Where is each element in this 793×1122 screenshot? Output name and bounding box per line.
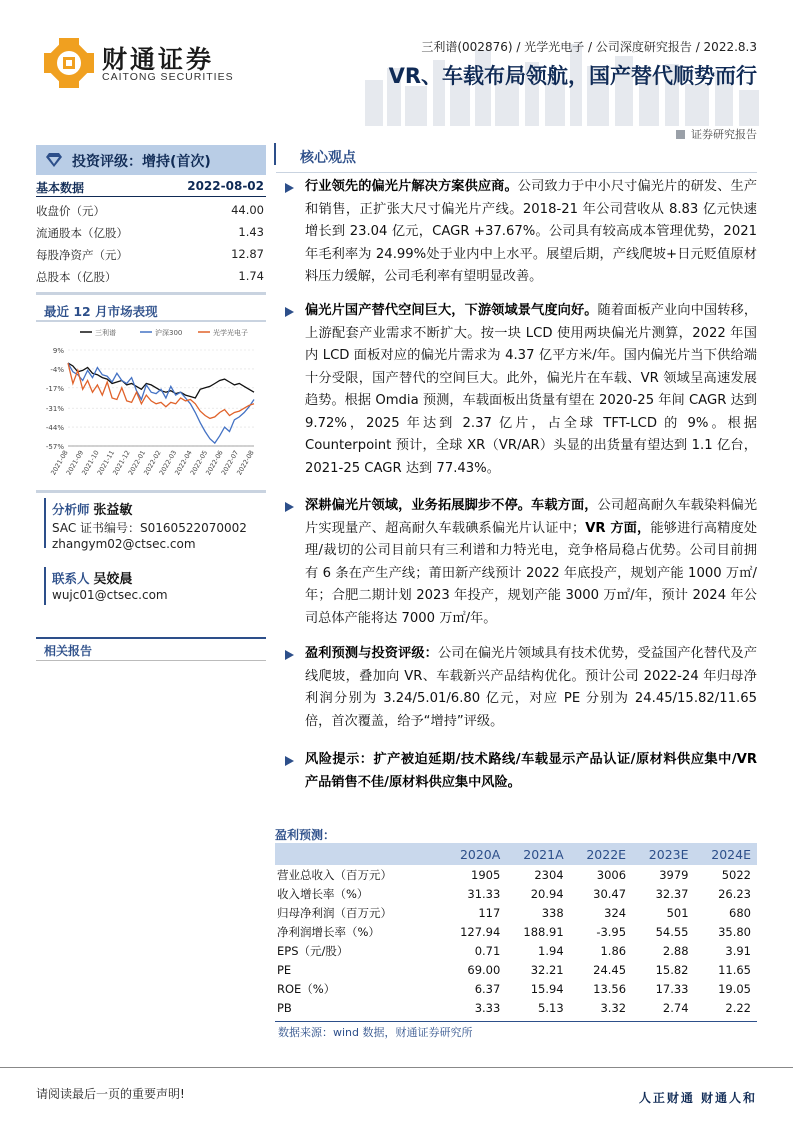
- basic-data-date: 2022-08-02: [187, 179, 264, 193]
- forecast-row: [275, 865, 757, 884]
- x-tick-label: 2021-08: [49, 449, 70, 477]
- contact-name: 吴姣晨: [93, 572, 133, 587]
- forecast-cell: 338: [541, 905, 564, 920]
- forecast-cell: 54.55: [655, 924, 689, 939]
- logo-text-en: CAITONG SECURITIES: [102, 71, 234, 83]
- forecast-cell: 30.47: [593, 886, 627, 901]
- core-accent: [274, 143, 276, 165]
- forecast-cell: 17.33: [655, 981, 689, 996]
- analyst-sac: SAC 证书编号：S0160522070002: [52, 521, 247, 535]
- core-point-2-body: 随着面板产业向中国转移，上游配套产业需求不断扩大。按一块 LCD 使用两块偏光片测算，2022 年国内 LCD 面板对应的偏光片需求为 4.37 亿平方米/年。国内偏光片当下供给端十分受限，国产替代的空间巨大。此外，偏光片在车载、VR 领域呈高速发展趋势。根据 Omdia 预测，车载面板出货量有望在 2020-25 年间 CAGR 达到 9.72%，2025 年达到 2.37 亿片，占全球 TFT-LCD 的 9%。根据 Counterpoint 预计，全球 XR（VR/AR）头显的出货量有望达到 1.1 亿台，2021-25 CAGR 达到 77.43%。: [305, 303, 758, 476]
- basic-data-header: [36, 179, 266, 196]
- forecast-row-label: EPS（元/股）: [277, 943, 349, 958]
- x-tick-label: 2022-05: [188, 449, 210, 477]
- x-tick-label: 2022-06: [204, 449, 225, 477]
- forecast-cell: 11.65: [718, 962, 751, 977]
- diamond-icon: [46, 153, 62, 167]
- caitong-logo-icon: [44, 38, 94, 88]
- forecast-row: [275, 922, 757, 941]
- contact-accent: [44, 567, 46, 605]
- forecast-col-header: 2020A: [443, 843, 506, 865]
- y-tick-label: -4%: [50, 365, 64, 374]
- forecast-row-label: 净利润增长率（%）: [277, 924, 380, 939]
- forecast-cell: 3.33: [474, 1000, 501, 1015]
- divider: [36, 196, 266, 197]
- forecast-cell: 5022: [721, 867, 751, 882]
- x-tick-label: 2021-12: [111, 449, 132, 477]
- x-tick-label: 2021-09: [64, 449, 86, 477]
- y-tick-label: -44%: [45, 424, 64, 433]
- core-point-5: [305, 749, 757, 794]
- basic-value: 12.87: [231, 247, 264, 261]
- forecast-col-header: 2022E: [570, 843, 632, 865]
- legend-label: 沪深300: [155, 329, 183, 337]
- forecast-cell: 324: [604, 905, 627, 920]
- x-tick-label: 2022-02: [142, 449, 163, 477]
- core-point-3-lead: 深耕偏光片领域，业务拓展脚步不停。车载方面，: [305, 498, 598, 513]
- contact-row: [52, 568, 132, 587]
- market-performance-chart: [36, 326, 266, 491]
- forecast-cell: 188.91: [523, 924, 564, 939]
- basic-row: [36, 269, 266, 285]
- investment-rating: 投资评级：增持(首次): [72, 154, 211, 170]
- forecast-cell: 6.37: [474, 981, 501, 996]
- series-line-0: [68, 363, 254, 398]
- forecast-cell: 2304: [534, 867, 564, 882]
- basic-value: 1.74: [238, 269, 264, 283]
- forecast-cell: 680: [729, 905, 751, 920]
- logo-text-cn: 财通证券: [102, 45, 215, 74]
- y-tick-label: 9%: [52, 347, 64, 355]
- basic-value: 1.43: [238, 225, 264, 239]
- forecast-col-header: 2021A: [506, 843, 569, 865]
- basic-data-label: 基本数据: [36, 181, 85, 195]
- forecast-cell: 32.21: [530, 962, 564, 977]
- basic-row: [36, 203, 266, 219]
- forecast-row: [275, 979, 757, 998]
- forecast-row: [275, 903, 757, 922]
- core-point-2: [305, 300, 757, 480]
- analyst-accent: [44, 498, 46, 548]
- forecast-cell: 35.80: [718, 924, 751, 939]
- divider: [36, 660, 266, 661]
- forecast-row-label: 营业总收入（百万元）: [277, 867, 392, 882]
- forecast-row: [275, 941, 757, 960]
- basic-value: 44.00: [231, 203, 264, 217]
- forecast-cell: 2.74: [662, 1000, 689, 1015]
- forecast-cell: 13.56: [593, 981, 627, 996]
- legend-label: 光学光电子: [213, 329, 248, 337]
- bullet-arrow-icon: [285, 502, 294, 512]
- divider: [276, 172, 757, 173]
- forecast-cell: 3006: [596, 867, 627, 882]
- related-reports-title: 相关报告: [44, 644, 93, 658]
- forecast-cell: 2.88: [662, 943, 689, 958]
- forecast-cell: 3979: [659, 867, 689, 882]
- forecast-header-row: [275, 843, 757, 865]
- forecast-row-label: PE: [277, 962, 292, 977]
- footer-disclaimer: 请阅读最后一页的重要声明!: [36, 1087, 185, 1101]
- forecast-cell: 127.94: [460, 924, 501, 939]
- x-tick-label: 2022-07: [219, 449, 241, 477]
- forecast-cell: 32.37: [655, 886, 689, 901]
- forecast-cell: 15.82: [655, 962, 689, 977]
- forecast-row: [275, 884, 757, 903]
- analyst-name: 张益敏: [93, 503, 133, 518]
- forecast-cell: 31.33: [467, 886, 501, 901]
- data-source: 数据来源：wind 数据，财通证券研究所: [278, 1026, 473, 1039]
- y-tick-label: -57%: [45, 443, 64, 451]
- forecast-col-header: [275, 843, 443, 865]
- forecast-row-label: 收入增长率（%）: [277, 886, 369, 901]
- forecast-title: 盈利预测：: [275, 828, 336, 842]
- forecast-row-label: 归母净利润（百万元）: [277, 905, 392, 920]
- forecast-cell: 69.00: [467, 962, 501, 977]
- divider: [36, 320, 266, 322]
- risk-warning: 风险提示：扩产被迫延期/技术路线/车载显示产品认证/原材料供应集中/VR 产品销售不佳/原材料供应集中风险。: [305, 752, 757, 790]
- forecast-row-label: ROE（%）: [277, 981, 336, 996]
- bullet-arrow-icon: [285, 183, 294, 193]
- forecast-row: [275, 960, 757, 979]
- core-point-4-body: 公司在偏光片领域具有技术优势，受益国产化替代及产线爬坡，叠加向 VR、车载新兴产品结构优化。预计公司 2022-24 年归母净利润分别为 3.24/5.01/6.80 亿元，对应 PE 分别为 24.45/15.82/11.65 倍，首次覆盖，给予“增持”评级。: [305, 646, 758, 729]
- core-views-title: 核心观点: [300, 150, 356, 166]
- forecast-table: [275, 843, 757, 1017]
- footer-divider: [0, 1067, 793, 1068]
- forecast-cell: 15.94: [530, 981, 564, 996]
- divider: [36, 292, 266, 295]
- report-type: [676, 126, 757, 142]
- core-point-1: [305, 176, 757, 289]
- forecast-cell: 1905: [471, 867, 501, 882]
- legend-label: 三利谱: [95, 329, 116, 337]
- x-tick-label: 2022-01: [126, 449, 148, 477]
- analyst-label: 分析师: [52, 502, 90, 517]
- footer-slogan: 人正财通 财通人和: [638, 1091, 757, 1105]
- analyst-email[interactable]: zhangym02@ctsec.com: [52, 537, 196, 551]
- basic-key: 流通股本（亿股）: [36, 226, 128, 240]
- report-title: VR、车载布局领航，国产替代顺势而行: [388, 64, 757, 88]
- x-tick-label: 2022-08: [235, 449, 256, 477]
- x-tick-label: 2021-11: [95, 449, 117, 477]
- basic-key: 总股本（亿股）: [36, 270, 117, 284]
- bullet-arrow-icon: [285, 307, 294, 317]
- forecast-cell: 117: [478, 905, 501, 920]
- divider: [36, 637, 266, 639]
- forecast-cell: 1.94: [538, 943, 564, 958]
- core-point-1-lead: 行业领先的偏光片解决方案供应商。: [305, 179, 518, 194]
- forecast-cell: 2.22: [725, 1000, 751, 1015]
- contact-label: 联系人: [52, 571, 90, 586]
- core-point-1-body: 公司致力于中小尺寸偏光片的研发、生产和销售，正扩张大尺寸偏光片产线。2018-21 年公司营收从 8.83 亿元快速增长到 23.04 亿元，CAGR +37.67%。公司具有较高成本管理优势，2021 年毛利率为 24.99%处于业内中上水平。展望后期，产线爬坡+日元贬值原材料压力缓解，公司毛利率有望明显改善。: [305, 179, 758, 284]
- analyst-row: [52, 499, 132, 518]
- x-tick-label: 2021-10: [80, 449, 101, 477]
- forecast-cell: 26.23: [718, 886, 751, 901]
- bullet-arrow-icon: [285, 650, 294, 660]
- report-meta: 三利谱(002876) / 光学光电子 / 公司深度研究报告 / 2022.8.3: [421, 40, 757, 54]
- core-point-4-lead: 盈利预测与投资评级：: [305, 646, 438, 661]
- contact-email[interactable]: wujc01@ctsec.com: [52, 588, 168, 602]
- forecast-cell: 5.13: [538, 1000, 564, 1015]
- core-point-2-lead: 偏光片国产替代空间巨大，下游领域景气度向好。: [305, 303, 598, 318]
- forecast-cell: 19.05: [718, 981, 751, 996]
- forecast-col-header: 2023E: [632, 843, 694, 865]
- y-tick-label: -17%: [45, 384, 64, 393]
- forecast-cell: -3.95: [596, 924, 627, 939]
- x-tick-label: 2022-03: [157, 449, 179, 477]
- core-point-3-body-a: 公司超高耐久车载染料偏光片实现量产、超高耐久车载碘系偏光片认证中；: [305, 498, 758, 536]
- core-point-3-body-b: 能够进行高精度处理/裁切的公司目前只有三利谱和力特光电，竞争格局稳占优势。公司目前拥有 6 条在产生产线；莆田新产线预计 2022 年底投产，规划产能 1000 万㎡/年；合肥二期计划 2023 年投产，规划产能 3000 万㎡/年，预计 2024 年公司总体产能将达 7000 万㎡/年。: [305, 520, 758, 626]
- core-point-4: [305, 643, 757, 733]
- forecast-col-header: 2024E: [695, 843, 757, 865]
- forecast-cell: 1.86: [600, 943, 627, 958]
- forecast-row-label: PB: [277, 1000, 292, 1015]
- basic-row: [36, 225, 266, 241]
- divider: [275, 1021, 757, 1022]
- forecast-cell: 3.91: [725, 943, 751, 958]
- market-performance-title: 最近 12 月市场表现: [44, 304, 158, 319]
- x-tick-label: 2022-04: [173, 449, 194, 477]
- basic-key: 收盘价（元）: [36, 204, 105, 218]
- report-type-label: 证券研究报告: [691, 128, 757, 141]
- forecast-cell: 24.45: [593, 962, 627, 977]
- forecast-cell: 3.32: [600, 1000, 627, 1015]
- square-icon: [676, 130, 685, 139]
- basic-row: [36, 247, 266, 263]
- forecast-row: [275, 998, 757, 1017]
- core-point-3-lead-2: VR 方面，: [585, 520, 651, 536]
- y-tick-label: -31%: [45, 405, 64, 414]
- forecast-cell: 20.94: [530, 886, 564, 901]
- forecast-cell: 0.71: [474, 943, 501, 958]
- bullet-arrow-icon: [285, 756, 294, 766]
- divider: [36, 490, 266, 493]
- basic-key: 每股净资产（元）: [36, 248, 128, 262]
- core-point-3: [305, 495, 757, 630]
- forecast-cell: 501: [666, 905, 689, 920]
